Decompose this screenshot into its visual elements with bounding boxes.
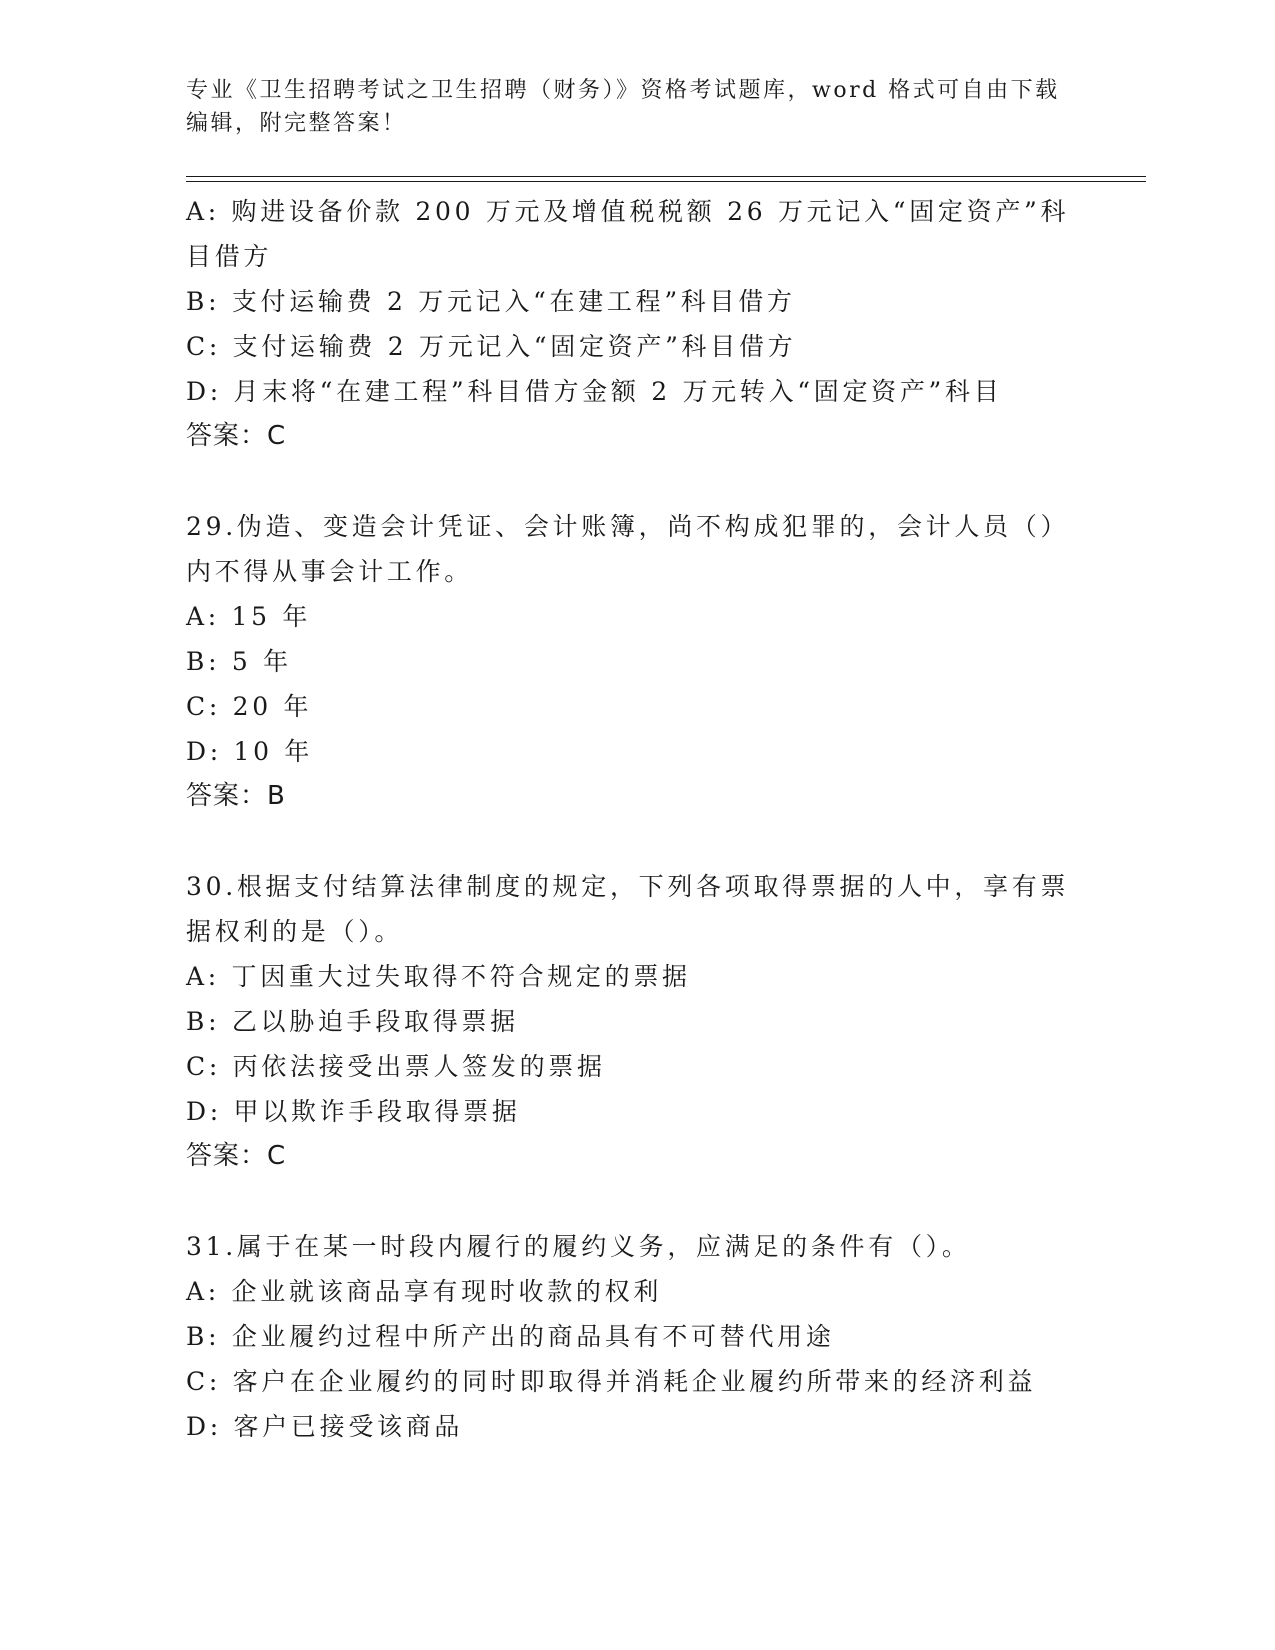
option-c: C: 支付运输费 2 万元记入“固定资产”科目借方 [186,332,797,361]
option-d: D: 10 年 [186,737,314,766]
option-c: C: 20 年 [186,692,313,721]
header-line-2: 编辑，附完整答案！ [186,111,407,136]
spacer [186,819,1086,864]
option-a: A: 企业就该商品享有现时收款的权利 [186,1277,663,1306]
option-a: A: 购进设备价款 200 万元及增值税税额 26 万元记入“固定资产”科 [186,197,1070,226]
option-c: C: 客户在企业履约的同时即取得并消耗企业履约所带来的经济利益 [186,1367,1037,1396]
question-stem: 31.属于在某一时段内履行的履约义务，应满足的条件有（）。 [186,1232,971,1261]
option-b: B: 乙以胁迫手段取得票据 [186,1007,519,1036]
header-line-1: 专业《卫生招聘考试之卫生招聘（财务）》资格考试题库，word 格式可自由下载 [186,78,1060,103]
spacer [186,1179,1086,1224]
question-stem: 30.根据支付结算法律制度的规定，下列各项取得票据的人中，享有票 [186,872,1070,901]
header-divider-top [186,176,1146,177]
question-stem: 29.伪造、变造会计凭证、会计账簿，尚不构成犯罪的，会计人员（） [186,512,1070,541]
option-d: D: 客户已接受该商品 [186,1412,464,1441]
header-divider-bottom [186,181,1146,182]
option-b: B: 企业履约过程中所产出的商品具有不可替代用途 [186,1322,835,1351]
document-header [186,74,1086,140]
option-a-continued: 目借方 [186,242,273,271]
question-stem-continued: 内不得从事会计工作。 [186,557,474,586]
option-a: A: 丁因重大过失取得不符合规定的票据 [186,962,691,991]
question-list [186,189,1086,1449]
option-b: B: 支付运输费 2 万元记入“在建工程”科目借方 [186,287,796,316]
question-30 [186,864,1086,1179]
option-d: D: 甲以欺诈手段取得票据 [186,1097,521,1126]
question-stem-continued: 据权利的是（）。 [186,917,404,946]
option-a: A: 15 年 [186,602,312,631]
option-c: C: 丙依法接受出票人签发的票据 [186,1052,606,1081]
spacer [186,459,1086,504]
question-28 [186,189,1086,459]
answer-line: 答案：C [186,421,287,451]
question-29 [186,504,1086,819]
option-d: D: 月末将“在建工程”科目借方金额 2 万元转入“固定资产”科目 [186,377,1003,406]
question-31 [186,1224,1086,1449]
answer-line: 答案：B [186,781,286,811]
answer-line: 答案：C [186,1141,287,1171]
option-b: B: 5 年 [186,647,292,676]
